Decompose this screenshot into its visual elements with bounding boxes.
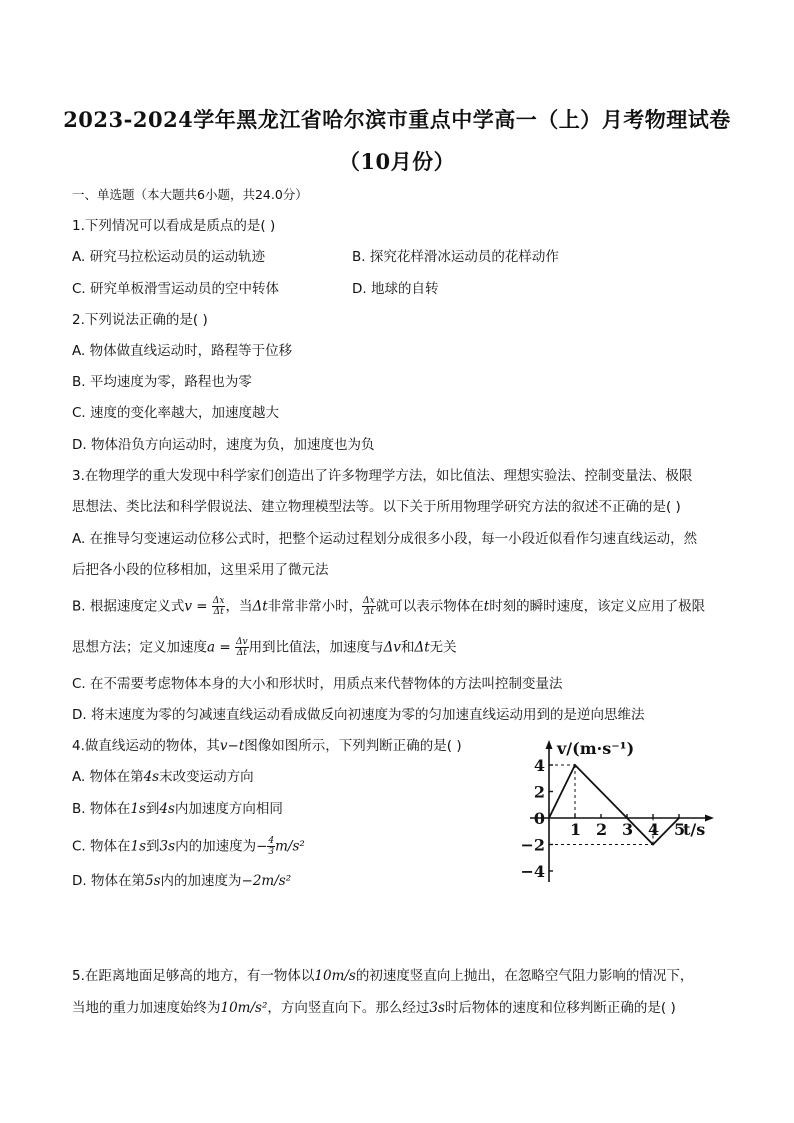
- q3-option-d: D. 将末速度为零的匀减速直线运动看成做反向初速度为零的匀加速直线运动用到的是逆向思维法: [72, 707, 645, 723]
- fraction-dx-dt: $\frac{\Delta x}{\Delta t}$: [363, 596, 375, 617]
- q4-option-a: [72, 768, 254, 786]
- q3-option-a-line1: A. 在推导匀变速运动位移公式时，把整个运动过程划分成很多小段，每一小段近似看作匀速直线运动，然: [72, 531, 698, 547]
- y-tick-label: −2: [520, 835, 545, 855]
- time-value: 3s: [429, 1000, 445, 1016]
- data-point: [548, 817, 550, 819]
- q2-option-c: C. 速度的变化率越大，加速度越大: [72, 405, 280, 421]
- q3-b-text: 思想方法；定义加速度: [72, 639, 207, 656]
- q4-text: 内加速度方向相同: [174, 801, 283, 817]
- delta-t-symbol: Δt: [414, 639, 430, 656]
- acceleration-value: −2m/s²: [241, 873, 292, 889]
- q2-stem: 2.下列说法正确的是( ): [72, 312, 208, 328]
- equals-sign: =: [192, 598, 212, 615]
- minus-sign: −: [256, 838, 268, 855]
- q4-text: B. 物体在: [72, 801, 131, 817]
- q4-stem: [72, 737, 462, 755]
- q3-b-text: B. 根据速度定义式: [72, 598, 185, 615]
- fraction-dv-dt: $\frac{\Delta v}{\Delta t}$: [235, 637, 248, 658]
- q2-option-b: B. 平均速度为零，路程也为零: [72, 374, 252, 390]
- y-tick-label: −4: [520, 862, 545, 881]
- q4-text: D. 物体在第: [72, 873, 145, 889]
- q3-option-a-line2: 后把各小段的位移相加，这里采用了微元法: [72, 562, 329, 578]
- q4-text: 内的加速度为: [175, 838, 257, 855]
- page-subtitle: （10月份）: [338, 149, 456, 174]
- vt-symbol: v−t: [219, 738, 245, 754]
- q5-text: 时后物体的速度和位移判断正确的是( ): [444, 1000, 676, 1016]
- q4-text: 内的加速度为: [160, 873, 242, 889]
- q5-text: 5.在距离地面足够高的地方，有一物体以: [72, 968, 315, 984]
- q4-text: 末改变运动方向: [159, 769, 254, 785]
- q4-option-d: [72, 872, 291, 890]
- q1-option-c: C. 研究单板滑雪运动员的空中转体: [72, 281, 280, 297]
- time-value: 5s: [144, 873, 161, 889]
- q5-text: 的初速度竖直向上抛出，在忽略空气阻力影响的情况下，: [355, 968, 694, 984]
- unit-label: m/s²: [275, 838, 305, 855]
- q4-text: 到: [145, 801, 160, 817]
- q2-option-d: D. 物体沿负方向运动时，速度为负，加速度也为负: [72, 437, 375, 453]
- data-point: [678, 817, 680, 819]
- x-tick-label: 2: [596, 820, 608, 839]
- q3-option-c: C. 在不需要考虑物体本身的大小和形状时，用质点来代替物体的方法叫控制变量法: [72, 676, 563, 692]
- q3-stem-line1: 3.在物理学的重大发现中科学家们创造出了许多物理学方法，如比值法、理想实验法、控制变量法、极限: [72, 468, 693, 484]
- delta-t-symbol: Δt: [252, 598, 268, 615]
- fraction-four-thirds: $\frac{4}{3}$: [268, 836, 275, 857]
- q4-text: A. 物体在第: [72, 769, 144, 785]
- q4-text: 图像如图所示，下列判断正确的是( ): [244, 738, 462, 754]
- x-tick-label: 5: [674, 820, 686, 839]
- q1-option-b: B. 探究花样滑冰运动员的花样动作: [352, 249, 559, 265]
- q4-text: 4.做直线运动的物体，其: [72, 738, 220, 754]
- q1-option-a: A. 研究马拉松运动员的运动轨迹: [72, 249, 266, 265]
- q4-text: C. 物体在: [72, 838, 131, 855]
- q4-option-b: [72, 800, 283, 818]
- x-tick-label: 1: [570, 820, 582, 839]
- q3-b-text: 和: [400, 639, 415, 656]
- page-title: 2023-2024学年黑龙江省哈尔滨市重点中学高一（上）月考物理试卷: [63, 107, 731, 132]
- data-point: [574, 764, 576, 766]
- velocity-symbol: v: [184, 598, 192, 615]
- q1-option-d: D. 地球的自转: [352, 281, 439, 297]
- speed-value: 10m/s: [314, 968, 356, 984]
- vt-line: [549, 765, 679, 845]
- time-symbol: t: [483, 598, 490, 615]
- q3-option-b-line2: [72, 637, 457, 658]
- acceleration-symbol: a: [207, 639, 216, 656]
- time-value: 4s: [143, 769, 160, 785]
- q3-b-text: 非常非常小时，: [267, 598, 363, 615]
- delta-v-symbol: Δv: [383, 639, 401, 656]
- time-value: 4s: [159, 801, 175, 817]
- section-heading: 一、单选题（本大题共6小题，共24.0分）: [72, 187, 308, 202]
- q3-b-text: 无关: [429, 639, 457, 656]
- q3-stem-line2: 思想法、类比法和科学假说法、建立物理模型法等。以下关于所用物理学研究方法的叙述不正确的是( ): [72, 499, 681, 515]
- x-tick-label: 3: [622, 820, 634, 839]
- q5-stem-line2: [72, 999, 676, 1017]
- data-point: [652, 844, 654, 846]
- q3-b-text: 就可以表示物体在: [375, 598, 484, 615]
- q3-b-text: 时刻的瞬时速度，该定义应用了极限: [489, 598, 706, 615]
- q4-option-c: [72, 836, 305, 857]
- q1-stem: 1.下列情况可以看成是质点的是( ): [72, 218, 276, 234]
- data-point: [626, 817, 628, 819]
- q4-text: 到: [146, 838, 160, 855]
- y-tick-label: 2: [533, 782, 545, 802]
- y-tick-label: 4: [533, 756, 545, 775]
- vt-graph: [520, 738, 720, 888]
- q2-option-a: A. 物体做直线运动时，路程等于位移: [72, 343, 293, 359]
- fraction-dx-dt: $\frac{\Delta x}{\Delta t}$: [212, 596, 225, 617]
- gravity-value: 10m/s²: [220, 1000, 268, 1016]
- y-tick-label: 0: [533, 809, 545, 828]
- equals-sign: =: [215, 639, 235, 656]
- time-value: 1s: [130, 838, 147, 855]
- x-axis-arrow: [705, 815, 714, 822]
- q3-option-b-line1: [72, 596, 705, 617]
- q3-b-text: 用到比值法，加速度与: [248, 639, 384, 656]
- q3-b-text: ，当: [225, 598, 253, 615]
- q5-text: 当地的重力加速度始终为: [72, 1000, 221, 1016]
- time-value: 3s: [159, 838, 176, 855]
- x-tick-label: 4: [648, 820, 660, 839]
- x-axis-label: t/s: [683, 820, 706, 839]
- y-axis-label: v/(m·s⁻¹): [557, 739, 635, 758]
- time-value: 1s: [130, 801, 146, 817]
- y-axis-arrow: [546, 740, 553, 749]
- q5-stem-line1: [72, 967, 693, 985]
- q5-text: ，方向竖直向下。那么经过: [267, 1000, 430, 1016]
